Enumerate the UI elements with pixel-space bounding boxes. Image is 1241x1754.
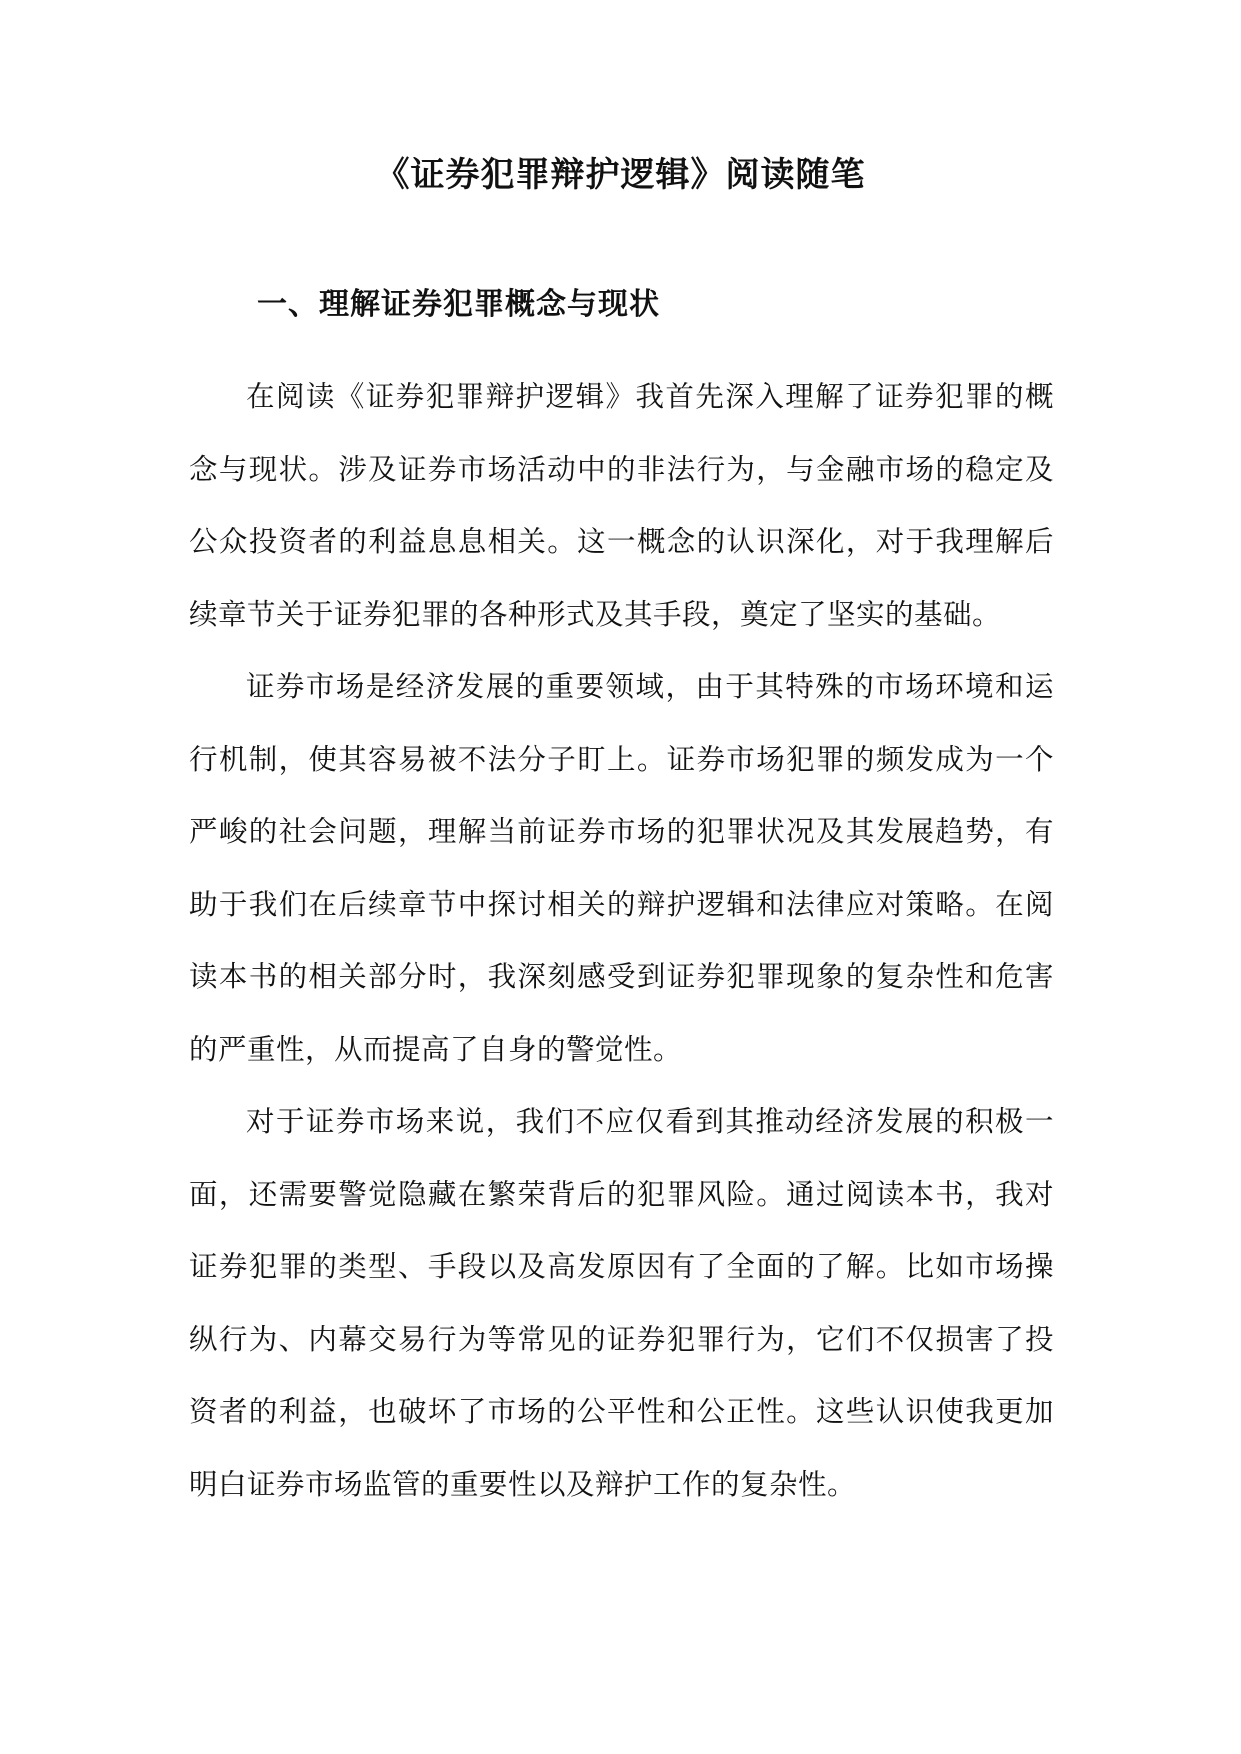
paragraph-1: 在阅读《证券犯罪辩护逻辑》我首先深入理解了证券犯罪的概念与现状。涉及证券市场活动中的非法行为，与金融市场的稳定及公众投资者的利益息息相关。这一概念的认识深化，对于我理解后续章节关于证券犯罪的各种形式及其手段，奠定了坚实的基础。: [189, 380, 1054, 631]
paragraph-2: 证券市场是经济发展的重要领域，由于其特殊的市场环境和运行机制，使其容易被不法分子盯上。证券市场犯罪的频发成为一个严峻的社会问题，理解当前证券市场的犯罪状况及其发展趋势，有助于我们在后续章节中探讨相关的辩护逻辑和法律应对策略。在阅读本书的相关部分时，我深刻感受到证券犯罪现象的复杂性和危害的严重性，从而提高了自身的警觉性。: [189, 670, 1054, 1066]
body-text: [189, 361, 1054, 1521]
document-title: 《证券犯罪辩护逻辑》阅读随笔: [375, 155, 866, 195]
paragraph-3: 对于证券市场来说，我们不应仅看到其推动经济发展的积极一面，还需要警觉隐藏在繁荣背后的犯罪风险。通过阅读本书，我对证券犯罪的类型、手段以及高发原因有了全面的了解。比如市场操纵行为、内幕交易行为等常见的证券犯罪行为，它们不仅损害了投资者的利益，也破坏了市场的公平性和公正性。这些认识使我更加明白证券市场监管的重要性以及辩护工作的复杂性。: [189, 1105, 1054, 1501]
section-heading: 一、理解证券犯罪概念与现状: [257, 287, 660, 322]
